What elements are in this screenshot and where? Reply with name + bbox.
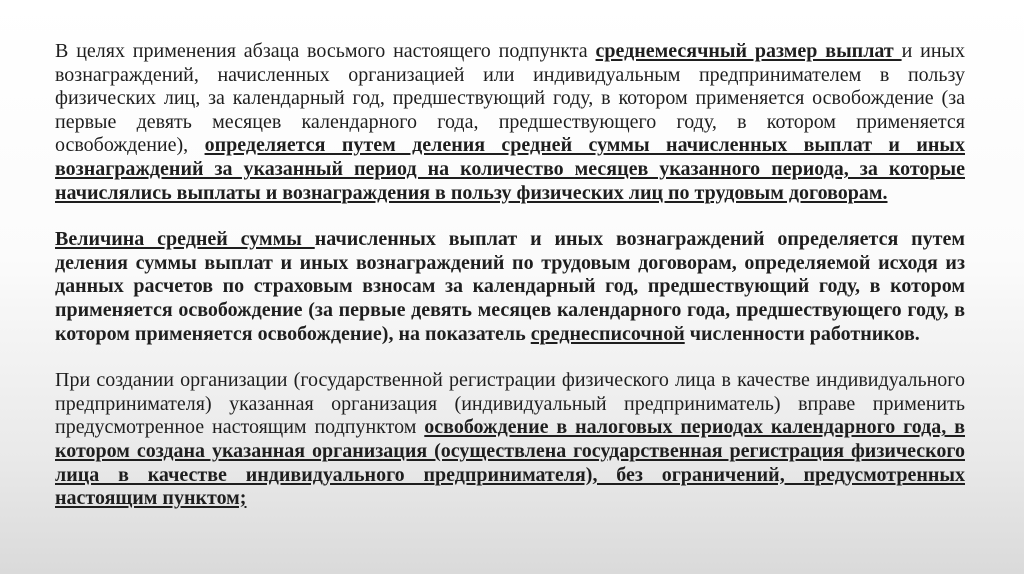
text-segment-emphasis: Величина средней суммы [55, 228, 315, 251]
slide-text-body [55, 40, 965, 511]
text-segment: При создании организации (государственной регистрации физического лица в качестве индивидуального предпринимателя) указанная организация (индивидуальный предприниматель) вправе применить предусмотренное настоящим подпунктом [55, 369, 965, 439]
text-segment-emphasis: освобождение в налоговых периодах календарного года, в котором создана указанная организация (осуществлена государственная регистрация физического лица в качестве индивидуального предпринимателя), без ограничений, предусмотренных настоящим пунктом; [55, 416, 965, 510]
text-segment-emphasis: среднемесячный размер выплат [595, 40, 902, 62]
text-segment-bold: начисленных выплат и иных вознаграждений определяется путем деления суммы выплат и иных вознаграждений по трудовым договорам, определяемой исходя из данных расчетов по страховым взносам за календарный год, предшествующий году, в котором применяется освобождение (за первые девять месяцев календарного года, предшествующего году, в котором применяется освобождение), на показатель [55, 228, 965, 345]
paragraph-spacer [55, 346, 965, 369]
text-segment-emphasis: среднесписочной [530, 322, 685, 345]
paragraph-new-organization [55, 369, 965, 511]
text-segment: В целях применения абзаца восьмого настоящего подпункта [55, 40, 596, 62]
paragraph-average-monthly-payments [55, 40, 965, 205]
text-segment: и иных вознаграждений, начисленных организацией или индивидуальным предпринимателем в пользу физических лиц, за календарный год, предшествующий году, в котором применяется освобождение (за первые девять месяцев календарного года, предшествующего году, в котором применяется освобождение), [55, 40, 965, 157]
text-segment-bold: численности работников. [684, 322, 920, 345]
paragraph-average-amount [55, 228, 965, 346]
text-segment-emphasis: определяется путем деления средней суммы начисленных выплат и иных вознаграждений за указанный период на количество месяцев указанного периода, за которые начислялись выплаты и вознаграждения в пользу физических лиц по трудовым договорам. [55, 134, 965, 204]
paragraph-spacer [55, 205, 965, 228]
